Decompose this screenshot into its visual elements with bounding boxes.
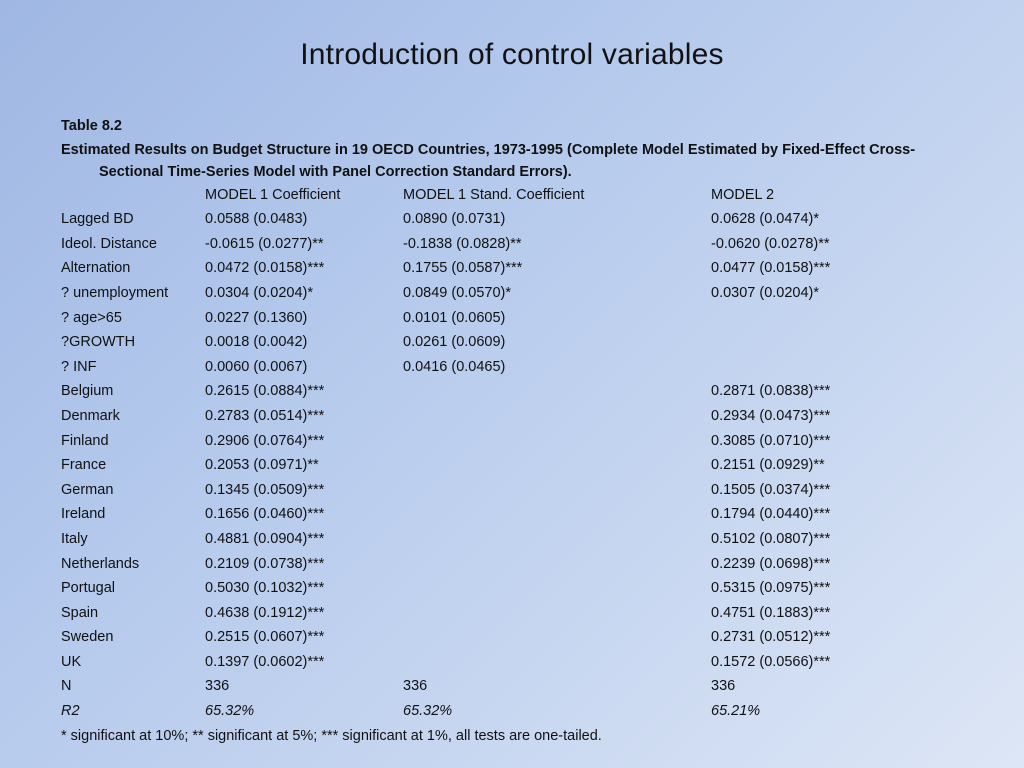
cell-model1-stand-coefficient: 65.32% bbox=[403, 703, 453, 720]
row-label: Portugal bbox=[61, 580, 116, 597]
table-row bbox=[61, 576, 961, 601]
cell-model1-coefficient: 0.0018 (0.0042) bbox=[205, 334, 308, 351]
cell-model1-stand-coefficient: 0.0849 (0.0570)* bbox=[403, 284, 512, 301]
cell-model2: 0.2871 (0.0838)*** bbox=[711, 383, 831, 400]
table-row bbox=[61, 355, 961, 380]
table-row bbox=[61, 379, 961, 404]
cell-model2: 0.1572 (0.0566)*** bbox=[711, 653, 831, 670]
table-row bbox=[61, 552, 961, 577]
cell-model1-coefficient: 0.2783 (0.0514)*** bbox=[205, 407, 325, 424]
cell-model2: 0.5102 (0.0807)*** bbox=[711, 530, 831, 547]
table-row bbox=[61, 674, 961, 699]
cell-model1-coefficient: 0.0227 (0.1360) bbox=[205, 309, 308, 326]
cell-model1-coefficient: 0.2053 (0.0971)** bbox=[205, 457, 319, 474]
row-label: Alternation bbox=[61, 260, 131, 277]
cell-model1-stand-coefficient: 0.0261 (0.0609) bbox=[403, 334, 506, 351]
cell-model1-stand-coefficient: 0.0890 (0.0731) bbox=[403, 211, 506, 228]
cell-model2: 0.2731 (0.0512)*** bbox=[711, 629, 831, 646]
cell-model2: 0.1505 (0.0374)*** bbox=[711, 481, 831, 498]
table-row bbox=[61, 207, 961, 232]
table-footnote: * significant at 10%; ** significant at 5%; *** significant at 1%, all tests are one-tailed. bbox=[61, 727, 602, 744]
table-row bbox=[61, 478, 961, 503]
table-row bbox=[61, 650, 961, 675]
table-row bbox=[61, 527, 961, 552]
cell-model2: 0.2151 (0.0929)** bbox=[711, 457, 825, 474]
cell-model1-coefficient: 0.5030 (0.1032)*** bbox=[205, 580, 325, 597]
cell-model2: 336 bbox=[711, 678, 736, 695]
cell-model1-coefficient: 336 bbox=[205, 678, 230, 695]
cell-model1-coefficient: 0.1345 (0.0509)*** bbox=[205, 481, 325, 498]
cell-model1-coefficient: -0.0615 (0.0277)** bbox=[205, 235, 324, 252]
cell-model2: -0.0620 (0.0278)** bbox=[711, 235, 830, 252]
cell-model2: 0.4751 (0.1883)*** bbox=[711, 604, 831, 621]
cell-model2: 65.21% bbox=[711, 703, 761, 720]
row-label: German bbox=[61, 481, 114, 498]
table-row bbox=[61, 502, 961, 527]
cell-model1-stand-coefficient: 0.0101 (0.0605) bbox=[403, 309, 506, 326]
cell-model2: 0.2239 (0.0698)*** bbox=[711, 555, 831, 572]
row-label: ? INF bbox=[61, 358, 97, 375]
row-label: France bbox=[61, 457, 107, 474]
cell-model1-coefficient: 0.0588 (0.0483) bbox=[205, 211, 308, 228]
cell-model1-stand-coefficient: 0.0416 (0.0465) bbox=[403, 358, 506, 375]
cell-model1-stand-coefficient: 336 bbox=[403, 678, 428, 695]
column-header-model1-coefficient: MODEL 1 Coefficient bbox=[205, 186, 341, 203]
cell-model1-coefficient: 0.2615 (0.0884)*** bbox=[205, 383, 325, 400]
cell-model2: 0.0477 (0.0158)*** bbox=[711, 260, 831, 277]
row-label: Denmark bbox=[61, 407, 120, 424]
table-row bbox=[61, 281, 961, 306]
cell-model1-coefficient: 0.0472 (0.0158)*** bbox=[205, 260, 325, 277]
cell-model1-coefficient: 0.0060 (0.0067) bbox=[205, 358, 308, 375]
row-label: ? age>65 bbox=[61, 309, 122, 326]
table-body bbox=[61, 207, 961, 699]
cell-model1-coefficient: 0.2515 (0.0607)*** bbox=[205, 629, 325, 646]
cell-model1-coefficient: 0.4881 (0.0904)*** bbox=[205, 530, 325, 547]
table-caption-line-2: Sectional Time-Series Model with Panel Correction Standard Errors). bbox=[99, 163, 572, 180]
table-row-r2 bbox=[61, 699, 961, 724]
cell-model1-coefficient: 0.0304 (0.0204)* bbox=[205, 284, 314, 301]
cell-model1-coefficient: 65.32% bbox=[205, 703, 255, 720]
table-row bbox=[61, 330, 961, 355]
cell-model2: 0.5315 (0.0975)*** bbox=[711, 580, 831, 597]
table-header-row bbox=[61, 183, 961, 208]
row-label: Sweden bbox=[61, 629, 114, 646]
cell-model2: 0.0628 (0.0474)* bbox=[711, 211, 820, 228]
cell-model2: 0.1794 (0.0440)*** bbox=[711, 506, 831, 523]
table-row bbox=[61, 256, 961, 281]
table-label: Table 8.2 bbox=[61, 118, 122, 134]
row-label: Belgium bbox=[61, 383, 114, 400]
cell-model1-coefficient: 0.4638 (0.1912)*** bbox=[205, 604, 325, 621]
column-header-model2: MODEL 2 bbox=[711, 186, 775, 203]
row-label: Lagged BD bbox=[61, 211, 134, 228]
row-label: Ideol. Distance bbox=[61, 235, 157, 252]
table-row bbox=[61, 306, 961, 331]
table-row bbox=[61, 232, 961, 257]
table-row bbox=[61, 429, 961, 454]
column-header-model1-stand-coefficient: MODEL 1 Stand. Coefficient bbox=[403, 186, 585, 203]
row-label: Spain bbox=[61, 604, 99, 621]
cell-model2: 0.0307 (0.0204)* bbox=[711, 284, 820, 301]
cell-model2: 0.2934 (0.0473)*** bbox=[711, 407, 831, 424]
table-row bbox=[61, 625, 961, 650]
cell-model1-coefficient: 0.2109 (0.0738)*** bbox=[205, 555, 325, 572]
cell-model1-coefficient: 0.2906 (0.0764)*** bbox=[205, 432, 325, 449]
cell-model2: 0.3085 (0.0710)*** bbox=[711, 432, 831, 449]
table-row bbox=[61, 404, 961, 429]
cell-model1-coefficient: 0.1397 (0.0602)*** bbox=[205, 653, 325, 670]
row-label: Netherlands bbox=[61, 555, 140, 572]
row-label: R2 bbox=[61, 703, 80, 720]
cell-model1-coefficient: 0.1656 (0.0460)*** bbox=[205, 506, 325, 523]
table-row bbox=[61, 453, 961, 478]
cell-model1-stand-coefficient: -0.1838 (0.0828)** bbox=[403, 235, 522, 252]
table-row bbox=[61, 601, 961, 626]
cell-model1-stand-coefficient: 0.1755 (0.0587)*** bbox=[403, 260, 523, 277]
row-label: Ireland bbox=[61, 506, 106, 523]
row-label: UK bbox=[61, 653, 82, 670]
slide-content bbox=[61, 114, 961, 748]
slide-title: Introduction of control variables bbox=[300, 38, 724, 71]
row-label: ?GROWTH bbox=[61, 334, 136, 351]
row-label: ? unemployment bbox=[61, 284, 169, 301]
row-label: Finland bbox=[61, 432, 109, 449]
row-label: Italy bbox=[61, 530, 88, 547]
table-caption bbox=[61, 139, 961, 183]
row-label: N bbox=[61, 678, 72, 695]
table-caption-line-1: Estimated Results on Budget Structure in 19 OECD Countries, 1973-1995 (Complete Model Estimated by Fixed-Effect Cross- bbox=[61, 141, 916, 158]
